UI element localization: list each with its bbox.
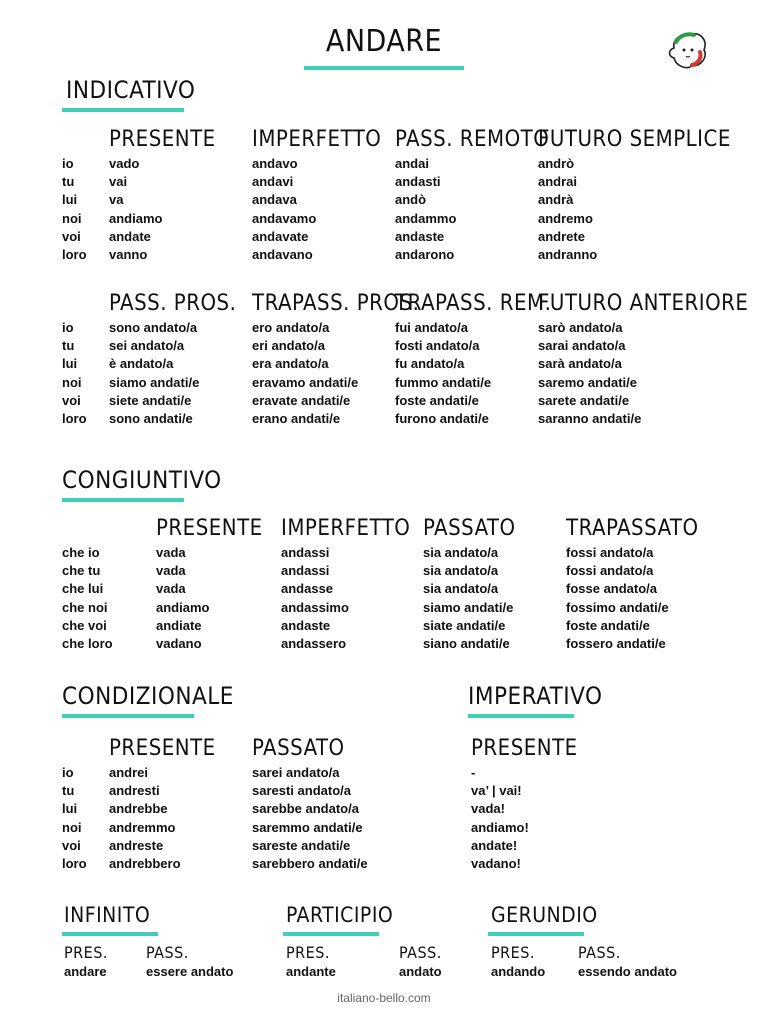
pronoun: noi (62, 210, 82, 226)
verb-form: sia andato/a (423, 581, 499, 597)
verb-form: andrai (538, 174, 578, 190)
indicativo-presente-forms (109, 155, 162, 264)
pronoun: voi (62, 837, 81, 853)
indicativo-trapass-rem-forms (395, 319, 491, 428)
pronoun: io (62, 765, 74, 780)
pronoun-column (62, 155, 87, 264)
verb-form: sarò andato/a (538, 320, 623, 335)
verb-form: vai (109, 174, 128, 190)
pronoun: noi (62, 374, 82, 390)
gerundio-heading: GERUNDIO (491, 903, 598, 927)
verb-form: andò (395, 192, 427, 208)
footer-website: italiano-bello.com (337, 991, 431, 1005)
verb-form: andassi (281, 563, 330, 579)
tense-header: PASS. REMOTO (395, 127, 550, 152)
verb-form: andate (109, 228, 151, 244)
pass-label: PASS. (399, 943, 442, 962)
tense-header: IMPERFETTO (252, 127, 382, 152)
infinito-pass-value: essere andato (146, 964, 234, 979)
verb-form: foste andati/e (566, 617, 650, 633)
verb-form: andava (252, 192, 297, 208)
verb-form: vada (156, 581, 186, 597)
verb-form: siete andati/e (109, 392, 192, 408)
verb-form: andrete (538, 228, 585, 244)
verb-form: era andato/a (252, 356, 329, 372)
verb-form: andremo (538, 210, 593, 226)
indicativo-futuro-anteriore-forms (538, 319, 641, 428)
verb-form: siate andati/e (423, 617, 506, 633)
verb-form: andrà (538, 192, 574, 208)
verb-form: furono andati/e (395, 411, 489, 427)
verb-form: andiamo (109, 210, 163, 226)
verb-form: sarebbero andati/e (252, 856, 368, 872)
verb-form: fosse andato/a (566, 581, 658, 597)
pronoun: che lui (62, 581, 104, 597)
verb-form: andaste (281, 617, 331, 633)
verb-form: vada (156, 545, 186, 560)
verb-form: eri andato/a (252, 338, 325, 354)
gerundio-pres-value: andando (491, 964, 546, 979)
pronoun: che voi (62, 617, 107, 633)
pronoun: loro (62, 856, 87, 872)
pronoun: che noi (62, 599, 108, 615)
verb-form: andaste (395, 228, 445, 244)
verb-form: andiamo! (471, 819, 529, 835)
imperativo-heading: IMPERATIVO (468, 682, 603, 710)
verb-form: fosti andato/a (395, 338, 480, 354)
verb-form: saranno andati/e (538, 411, 642, 427)
verb-form: andasse (281, 581, 334, 597)
verb-form: siamo andati/e (423, 599, 514, 615)
verb-form: andasti (395, 174, 441, 190)
verb-form: fu andato/a (395, 356, 465, 372)
verb-form: andavano (252, 247, 313, 263)
tense-header: PRESENTE (109, 736, 216, 761)
verb-form: andiate (156, 617, 202, 633)
imperativo-underline (468, 714, 574, 718)
verb-form: fossi andato/a (566, 563, 654, 579)
pronoun: voi (62, 228, 81, 244)
participio-heading: PARTICIPIO (286, 903, 394, 927)
verb-form: va’ | vai! (471, 783, 522, 799)
verb-form: andammo (395, 210, 457, 226)
condizionale-passato-forms (252, 764, 368, 873)
pronoun: che loro (62, 636, 113, 652)
verb-form: vada! (471, 801, 505, 817)
verb-form: andassi (281, 545, 330, 560)
participio-pres-value: andante (286, 964, 336, 979)
title-underline (304, 66, 464, 70)
verb-form: vadano (156, 636, 202, 652)
indicativo-underline (62, 108, 184, 112)
pres-label: PRES. (64, 943, 108, 962)
verb-form: fummo andati/e (395, 374, 492, 390)
verb-form: sia andato/a (423, 563, 499, 579)
verb-form: vado (109, 156, 140, 171)
tense-header: FUTURO SEMPLICE (538, 127, 731, 152)
indicativo-futuro-forms (538, 155, 597, 264)
congiuntivo-pronoun-column (62, 544, 113, 653)
pronoun: loro (62, 247, 87, 263)
verb-form: andavi (252, 174, 294, 190)
verb-form: andavamo (252, 210, 317, 226)
tense-header: PASSATO (252, 736, 345, 761)
verb-form: fossimo andati/e (566, 599, 669, 615)
verb-form: eravate andati/e (252, 392, 351, 408)
logo-icon (662, 26, 712, 76)
pronoun: io (62, 156, 74, 171)
pronoun: voi (62, 392, 81, 408)
verb-form: andrebbe (109, 801, 168, 817)
verb-form: andavate (252, 228, 309, 244)
participio-pass-value: andato (399, 964, 442, 979)
tense-header: PRESENTE (109, 127, 216, 152)
indicativo-heading: INDICATIVO (66, 76, 196, 104)
verb-form: - (471, 765, 476, 780)
page-title: ANDARE (325, 24, 443, 59)
verb-form: fossero andati/e (566, 636, 666, 652)
congiuntivo-presente-forms (156, 544, 209, 653)
verb-form: andremmo (109, 819, 176, 835)
pronoun: lui (62, 801, 78, 817)
gerundio-underline (488, 932, 584, 936)
infinito-underline (62, 932, 158, 936)
tense-header: IMPERFETTO (281, 516, 411, 541)
verb-form: andiamo (156, 599, 210, 615)
pronoun: che io (62, 545, 100, 560)
verb-form: sarebbe andato/a (252, 801, 359, 817)
condizionale-underline (62, 714, 194, 718)
verb-form: saremo andati/e (538, 374, 637, 390)
verb-form: andassero (281, 636, 347, 652)
pronoun: tu (62, 338, 75, 354)
verb-form: sia andato/a (423, 545, 499, 560)
imperativo-presente-forms (471, 764, 529, 873)
congiuntivo-passato-forms (423, 544, 513, 653)
verb-form: vadano! (471, 856, 521, 872)
verb-form: sarà andato/a (538, 356, 622, 372)
verb-form: fossi andato/a (566, 545, 654, 560)
pronoun: tu (62, 174, 75, 190)
pass-label: PASS. (146, 943, 189, 962)
verb-form: sono andato/a (109, 320, 198, 335)
participio-underline (283, 932, 379, 936)
pres-label: PRES. (491, 943, 535, 962)
tense-header: FUTURO ANTERIORE (538, 291, 749, 316)
pronoun: lui (62, 192, 78, 208)
verb-form: siamo andati/e (109, 374, 200, 390)
verb-form: andarono (395, 247, 455, 263)
verb-form: andai (395, 156, 429, 171)
pronoun-column (62, 319, 87, 428)
indicativo-imperfetto-forms (252, 155, 316, 264)
infinito-heading: INFINITO (64, 903, 151, 927)
verb-form: sono andati/e (109, 411, 193, 427)
pronoun-column (62, 764, 87, 873)
verb-form: ero andato/a (252, 320, 330, 335)
congiuntivo-heading: CONGIUNTIVO (62, 466, 222, 494)
indicativo-pass-pros-forms (109, 319, 199, 428)
verb-form: va (109, 192, 124, 208)
verb-form: andreste (109, 837, 164, 853)
verb-form: sareste andati/e (252, 837, 351, 853)
verb-form: andassimo (281, 599, 349, 615)
tense-header: TRAPASSATO (566, 516, 699, 541)
condizionale-presente-forms (109, 764, 181, 873)
verb-form: siano andati/e (423, 636, 510, 652)
tense-header: TRAPASS. PROS. (252, 291, 420, 316)
tense-header: PASS. PROS. (109, 291, 237, 316)
verb-form: andresti (109, 783, 160, 799)
verb-form: andranno (538, 247, 598, 263)
congiuntivo-imperfetto-forms (281, 544, 349, 653)
verb-form: andavo (252, 156, 298, 171)
verb-form: sarete andati/e (538, 392, 630, 408)
pronoun: tu (62, 783, 75, 799)
congiuntivo-trapassato-forms (566, 544, 669, 653)
verb-form: eravamo andati/e (252, 374, 359, 390)
pres-label: PRES. (286, 943, 330, 962)
pass-label: PASS. (578, 943, 621, 962)
infinito-pres-value: andare (64, 964, 107, 979)
verb-form: foste andati/e (395, 392, 479, 408)
tense-header: PRESENTE (156, 516, 263, 541)
indicativo-trapass-pros-forms (252, 319, 358, 428)
verb-form: andrei (109, 765, 149, 780)
verb-form: è andato/a (109, 356, 174, 372)
verb-form: saresti andato/a (252, 783, 351, 799)
pronoun: loro (62, 411, 87, 427)
pronoun: io (62, 320, 74, 335)
verb-form: fui andato/a (395, 320, 468, 335)
verb-form: vada (156, 563, 186, 579)
tense-header: PASSATO (423, 516, 516, 541)
verb-form: andrebbero (109, 856, 181, 872)
verb-form: andrò (538, 156, 575, 171)
congiuntivo-underline (62, 498, 184, 502)
verb-form: sei andato/a (109, 338, 185, 354)
pronoun: che tu (62, 563, 101, 579)
tense-header: TRAPASS. REM. (395, 291, 552, 316)
condizionale-heading: CONDIZIONALE (62, 682, 234, 710)
verb-form: andate! (471, 837, 518, 853)
pronoun: noi (62, 819, 82, 835)
gerundio-pass-value: essendo andato (578, 964, 677, 979)
tense-header: PRESENTE (471, 736, 578, 761)
verb-form: sarei andato/a (252, 765, 340, 780)
indicativo-pass-remoto-forms (395, 155, 456, 264)
pronoun: lui (62, 356, 78, 372)
verb-form: vanno (109, 247, 148, 263)
verb-form: sarai andato/a (538, 338, 626, 354)
verb-form: erano andati/e (252, 411, 341, 427)
verb-form: saremmo andati/e (252, 819, 363, 835)
